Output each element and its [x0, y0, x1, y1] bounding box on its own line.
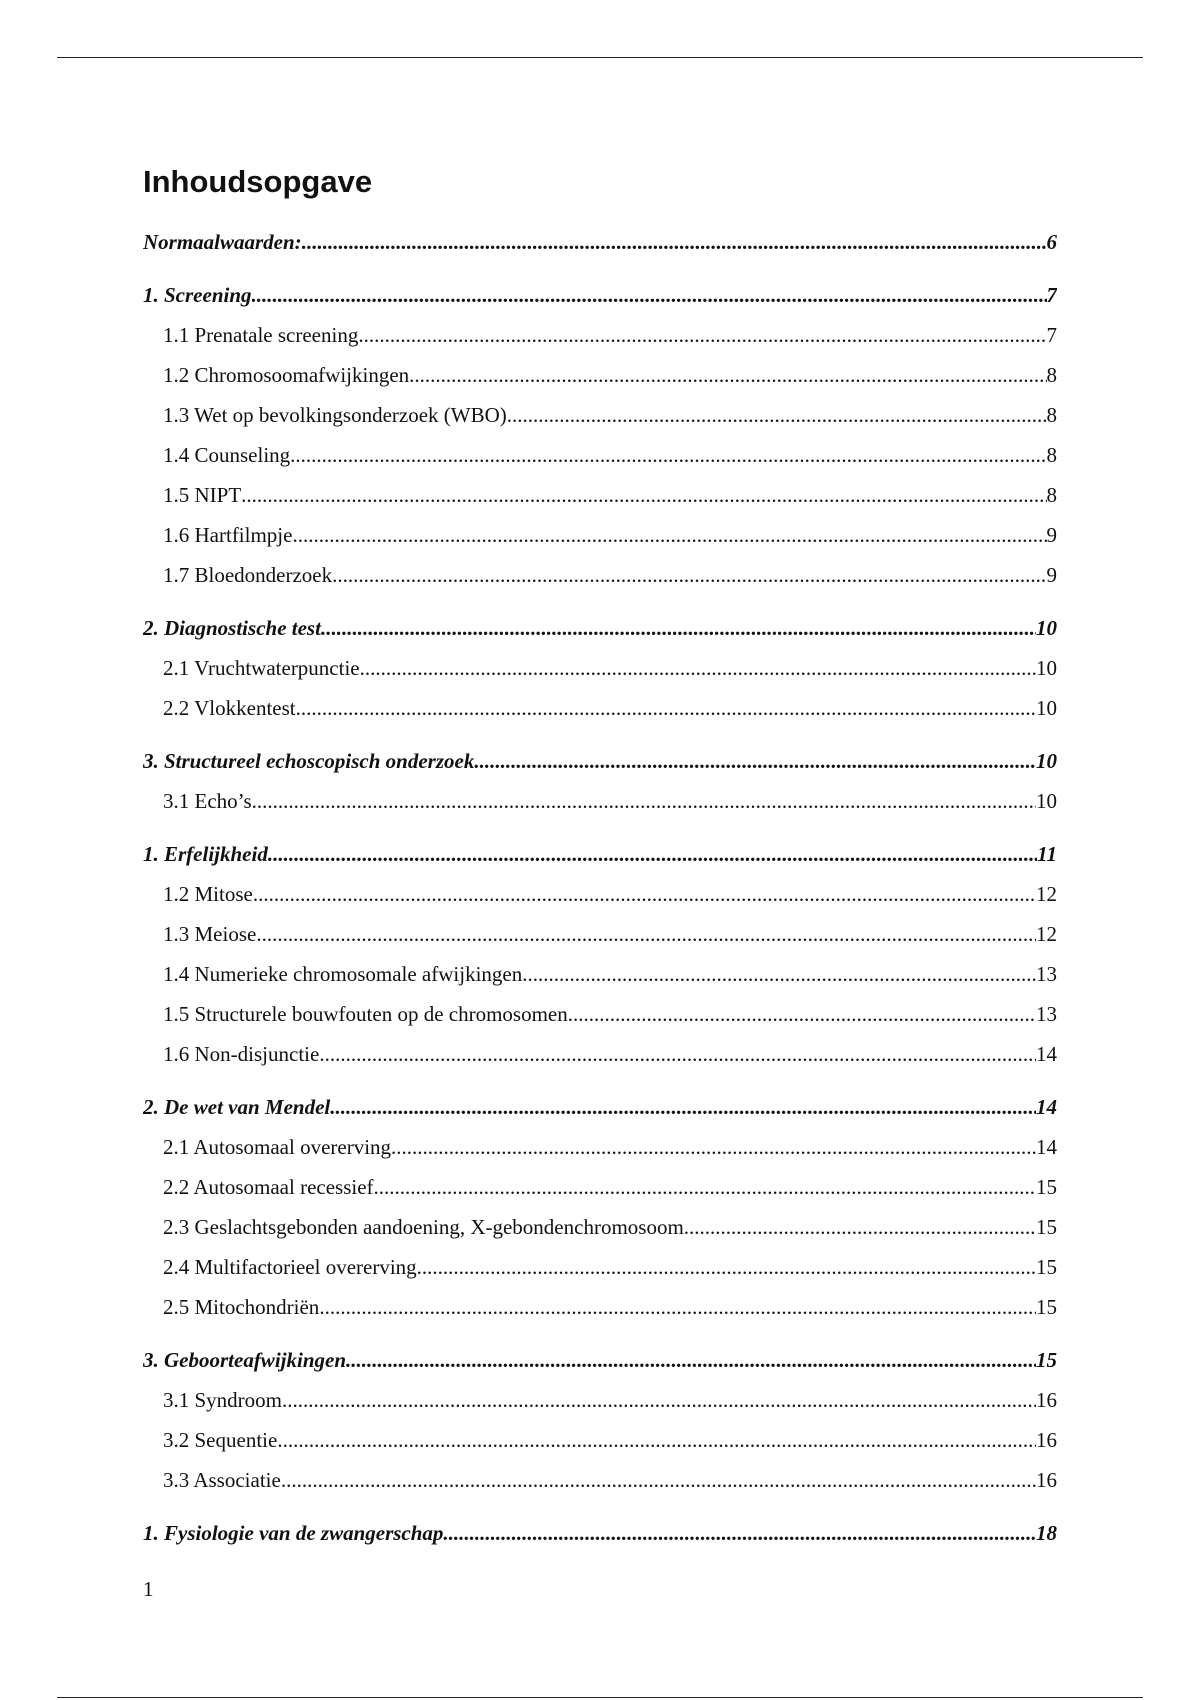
- toc-entry-label: 1. Erfelijkheid: [143, 842, 268, 866]
- toc-dot-leader: [281, 1460, 1036, 1500]
- toc-dot-leader: [474, 741, 1036, 781]
- toc-entry-page: 12: [1036, 882, 1057, 906]
- toc-section-entry[interactable]: [143, 515, 1057, 555]
- toc-entry-label: 1.7 Bloedonderzoek: [163, 563, 333, 587]
- toc-entry-page: 11: [1037, 842, 1057, 866]
- toc-dot-leader: [507, 395, 1047, 435]
- toc-entry-page: 8: [1046, 483, 1057, 507]
- toc-section-entry[interactable]: [143, 1127, 1057, 1167]
- toc-entry-label: Normaalwaarden:: [143, 230, 302, 254]
- toc-section-entry[interactable]: [143, 1460, 1057, 1500]
- toc-entry-label: 3. Geboorteafwijkingen: [143, 1348, 346, 1372]
- toc-chapter-entry[interactable]: [143, 1513, 1057, 1553]
- toc-dot-leader: [417, 1247, 1036, 1287]
- toc-entry-label: 1.5 NIPT: [163, 483, 242, 507]
- toc-entry-page: 15: [1036, 1255, 1057, 1279]
- toc-chapter-entry[interactable]: [143, 1340, 1057, 1380]
- toc-entry-label: 3.1 Syndroom: [163, 1388, 283, 1412]
- toc-section-entry[interactable]: [143, 648, 1057, 688]
- toc-section-entry[interactable]: [143, 1287, 1057, 1327]
- toc-entry-page: 15: [1036, 1215, 1057, 1239]
- toc-section-entry[interactable]: [143, 475, 1057, 515]
- toc-dot-leader: [290, 435, 1046, 475]
- toc-section-entry[interactable]: [143, 435, 1057, 475]
- toc-dot-leader: [302, 222, 1047, 262]
- toc-entry-page: 9: [1046, 523, 1057, 547]
- toc-entry-page: 14: [1036, 1135, 1057, 1159]
- toc-dot-leader: [319, 1287, 1036, 1327]
- toc-entry-label: 1. Fysiologie van de zwangerschap: [143, 1521, 444, 1545]
- toc-entry-label: 1.3 Meiose: [163, 922, 257, 946]
- toc-entry-page: 10: [1036, 749, 1057, 773]
- toc-dot-leader: [296, 688, 1036, 728]
- toc-entry-page: 8: [1046, 363, 1057, 387]
- toc-chapter-entry[interactable]: [143, 1087, 1057, 1127]
- toc-dot-leader: [330, 1087, 1036, 1127]
- toc-entry-label: 1.5 Structurele bouwfouten op de chromosomen: [163, 1002, 568, 1026]
- toc-entry-label: 2.2 Vlokkentest: [163, 696, 296, 720]
- toc-entry-page: 14: [1036, 1095, 1057, 1119]
- toc-dot-leader: [358, 315, 1046, 355]
- toc-entry-label: 2.5 Mitochondriën: [163, 1295, 320, 1319]
- header-rule: [57, 57, 1143, 58]
- toc-entry-label: 2. Diagnostische test: [143, 616, 321, 640]
- toc-entry-page: 12: [1036, 922, 1057, 946]
- toc-section-entry[interactable]: [143, 874, 1057, 914]
- toc-section-entry[interactable]: [143, 781, 1057, 821]
- toc-dot-leader: [277, 1420, 1036, 1460]
- toc-entry-page: 16: [1036, 1428, 1057, 1452]
- toc-entry-page: 16: [1036, 1388, 1057, 1412]
- toc-dot-leader: [391, 1127, 1036, 1167]
- toc-entry-page: 6: [1046, 230, 1057, 254]
- toc-entry-page: 13: [1036, 962, 1057, 986]
- toc-section-entry[interactable]: [143, 1034, 1057, 1074]
- toc-entry-label: 3.3 Associatie: [163, 1468, 281, 1492]
- toc-entry-label: 2.1 Vruchtwaterpunctie: [163, 656, 360, 680]
- toc-section-entry[interactable]: [143, 994, 1057, 1034]
- toc-section-entry[interactable]: [143, 355, 1057, 395]
- toc-entry-label: 1.6 Non-disjunctie: [163, 1042, 320, 1066]
- toc-entry-page: 10: [1036, 789, 1057, 813]
- toc-dot-leader: [321, 608, 1036, 648]
- toc-entry-page: 13: [1036, 1002, 1057, 1026]
- toc-dot-leader: [346, 1340, 1036, 1380]
- toc-dot-leader: [522, 954, 1036, 994]
- toc-dot-leader: [268, 834, 1037, 874]
- toc-entry-page: 15: [1036, 1175, 1057, 1199]
- toc-entry-label: 1.3 Wet op bevolkingsonderzoek (WBO): [163, 403, 507, 427]
- toc-section-entry[interactable]: [143, 1420, 1057, 1460]
- toc-section-entry[interactable]: [143, 395, 1057, 435]
- toc-dot-leader: [568, 994, 1036, 1034]
- toc-entry-label: 2.2 Autosomaal recessief: [163, 1175, 374, 1199]
- toc-dot-leader: [443, 1513, 1036, 1553]
- toc-section-entry[interactable]: [143, 1380, 1057, 1420]
- toc-dot-leader: [253, 874, 1036, 914]
- toc-entry-label: 2.1 Autosomaal overerving: [163, 1135, 392, 1159]
- toc-chapter-entry[interactable]: [143, 275, 1057, 315]
- toc-chapter-entry[interactable]: [143, 222, 1057, 262]
- toc-entry-label: 3. Structureel echoscopisch onderzoek: [143, 749, 475, 773]
- toc-entry-page: 16: [1036, 1468, 1057, 1492]
- toc-entry-label: 1. Screening: [143, 283, 252, 307]
- toc-chapter-entry[interactable]: [143, 608, 1057, 648]
- page-title: Inhoudsopgave: [143, 164, 373, 199]
- toc-entry-label: 1.4 Counseling: [163, 443, 291, 467]
- toc-dot-leader: [409, 355, 1046, 395]
- toc-entry-page: 8: [1046, 443, 1057, 467]
- toc-dot-leader: [241, 475, 1046, 515]
- toc-section-entry[interactable]: [143, 555, 1057, 595]
- toc-dot-leader: [319, 1034, 1036, 1074]
- toc-dot-leader: [292, 515, 1046, 555]
- toc-entry-page: 7: [1046, 283, 1057, 307]
- toc-dot-leader: [360, 648, 1036, 688]
- toc-entry-label: 2.3 Geslachtsgebonden aandoening, X-gebondenchromosoom: [163, 1215, 684, 1239]
- toc-dot-leader: [252, 781, 1036, 821]
- toc-entry-label: 1.2 Chromosoomafwijkingen: [163, 363, 410, 387]
- toc-entry-label: 3.2 Sequentie: [163, 1428, 278, 1452]
- page-number: 1: [143, 1577, 154, 1601]
- toc-entry-page: 10: [1036, 656, 1057, 680]
- toc-entry-label: 1.4 Numerieke chromosomale afwijkingen: [163, 962, 523, 986]
- toc-entry-label: 1.6 Hartfilmpje: [163, 523, 293, 547]
- toc-chapter-entry[interactable]: [143, 741, 1057, 781]
- toc-entry-page: 9: [1046, 563, 1057, 587]
- toc-section-entry[interactable]: [143, 1167, 1057, 1207]
- toc-section-entry[interactable]: [143, 688, 1057, 728]
- toc-section-entry[interactable]: [143, 1247, 1057, 1287]
- toc-section-entry[interactable]: [143, 954, 1057, 994]
- toc-entry-page: 10: [1036, 616, 1057, 640]
- toc-dot-leader: [282, 1380, 1036, 1420]
- table-of-contents: [143, 222, 1057, 1553]
- toc-entry-label: 3.1 Echo’s: [163, 789, 252, 813]
- toc-dot-leader: [252, 275, 1047, 315]
- toc-section-entry[interactable]: [143, 315, 1057, 355]
- toc-entry-label: 2. De wet van Mendel: [143, 1095, 331, 1119]
- toc-entry-page: 7: [1046, 323, 1057, 347]
- footer-rule: [57, 1697, 1143, 1698]
- toc-dot-leader: [332, 555, 1046, 595]
- toc-entry-page: 18: [1036, 1521, 1057, 1545]
- toc-chapter-entry[interactable]: [143, 834, 1057, 874]
- toc-section-entry[interactable]: [143, 1207, 1057, 1247]
- toc-entry-page: 14: [1036, 1042, 1057, 1066]
- toc-entry-label: 2.4 Multifactorieel overerving: [163, 1255, 417, 1279]
- toc-entry-page: 10: [1036, 696, 1057, 720]
- toc-entry-page: 15: [1036, 1295, 1057, 1319]
- toc-entry-label: 1.1 Prenatale screening: [163, 323, 359, 347]
- toc-section-entry[interactable]: [143, 914, 1057, 954]
- toc-dot-leader: [684, 1207, 1036, 1247]
- toc-entry-page: 8: [1046, 403, 1057, 427]
- toc-dot-leader: [374, 1167, 1036, 1207]
- toc-entry-label: 1.2 Mitose: [163, 882, 253, 906]
- toc-entry-page: 15: [1036, 1348, 1057, 1372]
- toc-dot-leader: [256, 914, 1036, 954]
